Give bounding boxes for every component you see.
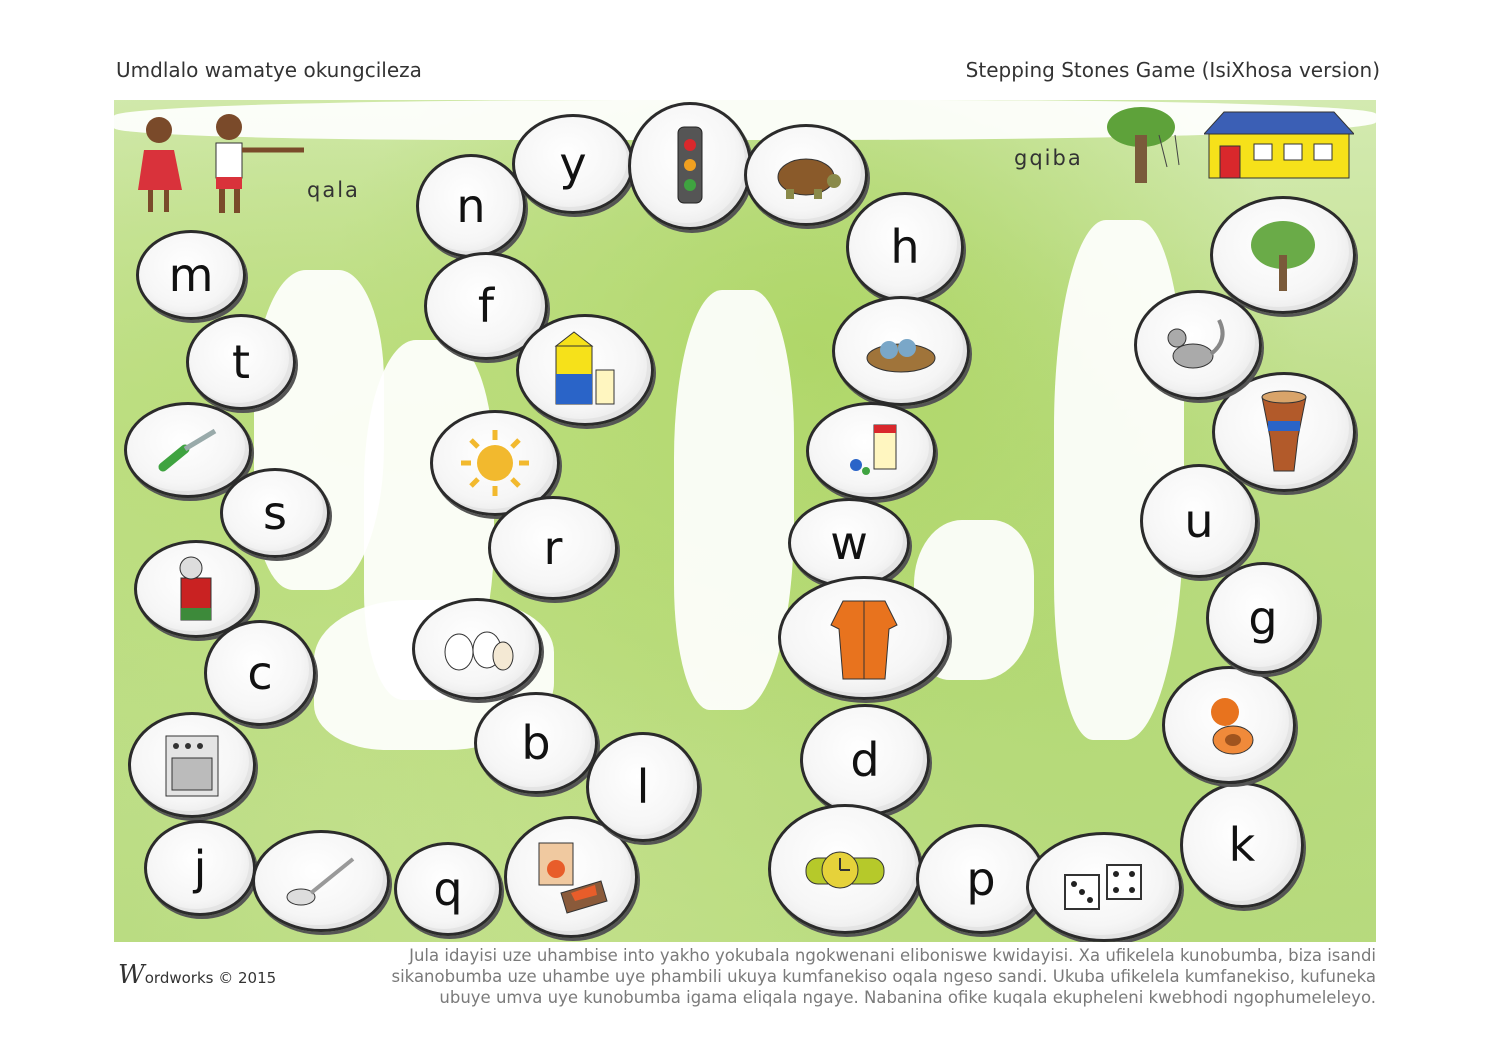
stone-milk[interactable]	[516, 314, 654, 426]
stone-eggs[interactable]	[412, 598, 542, 700]
game-board	[114, 100, 1376, 942]
letter-b: b	[521, 716, 551, 770]
spoon-icon	[281, 851, 361, 911]
stone-shirt[interactable]	[778, 576, 950, 700]
stone-medicine[interactable]	[806, 402, 936, 500]
letter-s: s	[263, 486, 287, 540]
robot-traffic-light-icon	[670, 121, 710, 211]
stone-spoon[interactable]	[252, 830, 390, 932]
instructions-text: Jula idayisi uze uhambise into yakho yokubala ngokwenani eliboniswe kwidayisi. Xa ufikelela kunobumba, biza isandi sikanobumba uze uhambe uye phambili ukuya kumfanekiso oqala ngeso sandi. Ukuba ufikelela kumfanekiso, kufuneka ubuye umva uye kunobumba igama eliqala ngaye. Nabanina ofike kuqala ekupheleni kwebhodi ngophumeleleyo.	[391, 946, 1376, 1007]
start-label: qala	[307, 178, 360, 202]
stone-m[interactable]	[136, 230, 246, 320]
shirt-icon	[829, 595, 899, 681]
stone-b[interactable]	[474, 692, 598, 794]
tortoise-icon	[766, 145, 846, 205]
watch-icon	[800, 834, 890, 904]
stone-q[interactable]	[394, 842, 502, 936]
stone-robot[interactable]	[628, 102, 752, 230]
logo-text: ordworks © 2015	[144, 969, 277, 987]
letter-j: j	[193, 841, 207, 895]
stone-j[interactable]	[144, 820, 256, 916]
stone-dice[interactable]	[1026, 832, 1182, 942]
sun-icon	[455, 428, 535, 498]
nest-icon	[861, 326, 941, 376]
stone-d[interactable]	[800, 704, 930, 816]
stone-g[interactable]	[1206, 562, 1320, 674]
stone-tree[interactable]	[1210, 196, 1356, 314]
eggs-icon	[437, 624, 517, 674]
letter-t: t	[231, 335, 251, 389]
stone-peach[interactable]	[1162, 666, 1296, 784]
drum-icon	[1254, 387, 1314, 477]
letter-d: d	[850, 733, 880, 787]
letter-u: u	[1184, 494, 1214, 548]
letter-k: k	[1228, 818, 1256, 872]
letter-r: r	[543, 521, 563, 575]
stone-r[interactable]	[488, 496, 618, 600]
tree-icon	[1243, 215, 1323, 295]
wordworks-logo	[118, 960, 276, 990]
jam-bread-icon	[531, 837, 611, 917]
stove-icon	[162, 730, 222, 800]
stone-w[interactable]	[788, 498, 910, 588]
letter-w: w	[830, 516, 868, 570]
finish-label: gqiba	[1014, 146, 1083, 170]
stone-u[interactable]	[1140, 464, 1258, 578]
letter-y: y	[559, 137, 587, 191]
stone-k[interactable]	[1180, 782, 1304, 908]
stone-t[interactable]	[186, 314, 296, 410]
letter-g: g	[1248, 591, 1278, 645]
letter-m: m	[168, 248, 214, 302]
stone-n[interactable]	[416, 154, 526, 258]
stone-y[interactable]	[512, 114, 634, 214]
stone-watch[interactable]	[768, 804, 922, 934]
board-gap	[674, 290, 794, 710]
letter-f: f	[477, 279, 495, 333]
stone-tortoise[interactable]	[744, 124, 868, 226]
medicine-icon	[836, 421, 906, 481]
cat-icon	[1163, 310, 1233, 380]
letter-q: q	[433, 862, 463, 916]
logo-initial: W	[118, 960, 145, 990]
letter-n: n	[456, 179, 486, 233]
stone-nest[interactable]	[832, 296, 970, 406]
stone-s[interactable]	[220, 468, 330, 558]
letter-l: l	[636, 760, 650, 814]
letter-c: c	[247, 646, 273, 700]
stone-c[interactable]	[204, 620, 316, 726]
stone-stove[interactable]	[128, 712, 256, 818]
letter-p: p	[966, 852, 996, 906]
tin-can-icon	[171, 554, 221, 624]
header-right-title: Stepping Stones Game (IsiXhosa version)	[965, 58, 1380, 82]
peach-icon	[1199, 690, 1259, 760]
stone-cat[interactable]	[1134, 290, 1262, 400]
house-illustration	[1204, 110, 1354, 180]
knife-icon	[153, 425, 223, 475]
header-left-title: Umdlalo wamatye okungcileza	[116, 58, 422, 82]
tree-swing-illustration	[1099, 105, 1199, 185]
stone-h[interactable]	[846, 192, 964, 302]
stone-l[interactable]	[586, 732, 700, 842]
letter-h: h	[890, 220, 920, 274]
milk-carton-icon	[550, 330, 620, 410]
children-illustration	[124, 105, 314, 225]
dice-icon	[1059, 857, 1149, 917]
